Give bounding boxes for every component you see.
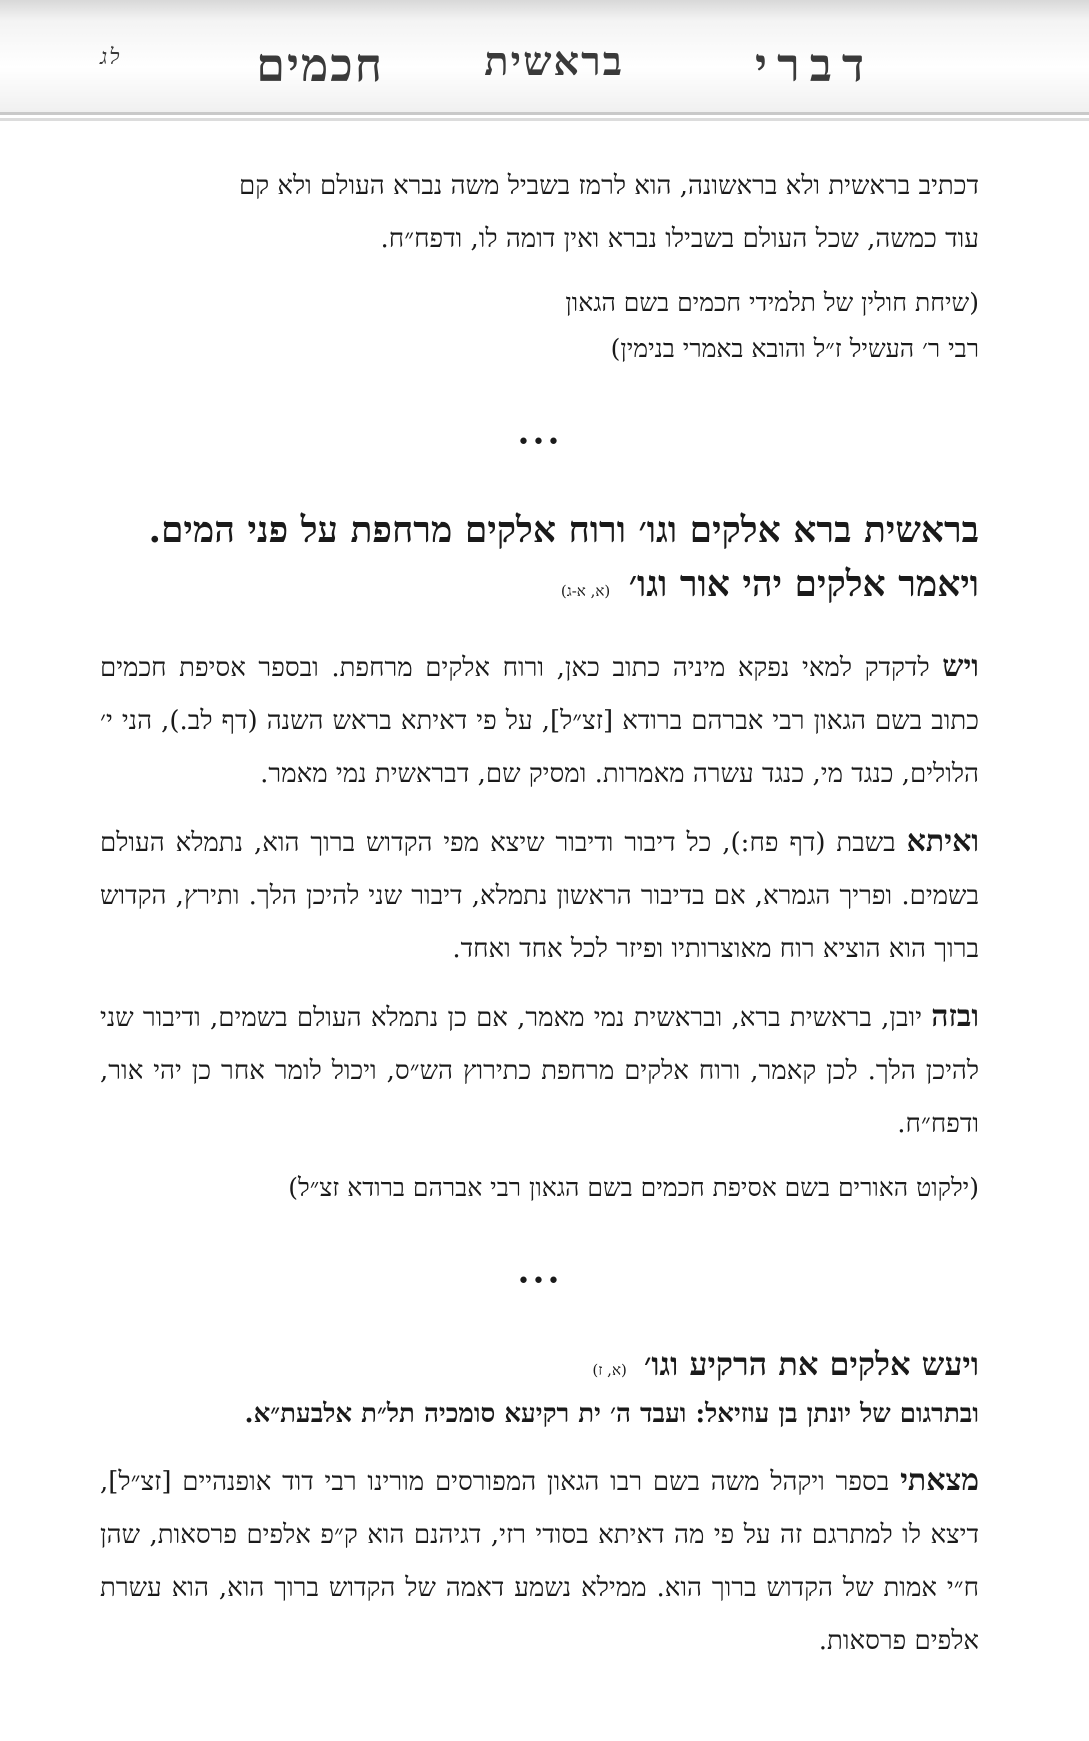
paragraph-line: דכתיב בראשית ולא בראשונה, הוא לרמז בשביל משה נברא העולם ולא קם (238, 171, 979, 201)
citation-line: רבי ר׳ העשיל ז״ל והובא באמרי בנימין) (610, 334, 979, 363)
paragraph-text: בשבת (דף פח:), כל דיבור ודיבור שיצא מפי הקדוש ברוך הוא, נתמלא העולם בשמים. ופריך הגמרא, אם בדיבור הראשון נתמלא, דיבור שני להיכן הלך. ותירץ, הקדוש ברוך הוא הוציא רוח מאוצרותיו ופיזר לכל אחד ואחד. (100, 828, 979, 964)
paragraph-lead-word: ואיתא (906, 824, 980, 859)
verse-reference: (א, ז) (592, 1361, 627, 1379)
header-title-right: דברי (755, 38, 874, 92)
paragraph-lead-word: ויש (942, 649, 979, 684)
paragraph-3 (100, 815, 979, 976)
verse-line (100, 557, 979, 618)
running-header (0, 0, 1089, 115)
source-citation-1 (100, 280, 979, 372)
paragraph-4 (100, 990, 979, 1151)
targum-line: ובתרגום של יונתן בן עוזיאל: ועבד ה׳ ית רקיעא סומכיה תל״ת אלבעת״א. (244, 1399, 979, 1429)
paragraph-5 (100, 1454, 979, 1668)
page-body (100, 160, 979, 1682)
header-title-center: בראשית (484, 38, 624, 85)
paragraph-2 (100, 640, 979, 801)
verse-line: בראשית ברא אלקים וגו׳ ורוח אלקים מרחפת על פני המים. (148, 509, 979, 551)
paragraph-lead-word: מצאתי (900, 1463, 979, 1498)
verse-heading-2 (100, 1342, 979, 1392)
verse-text: ויעש אלקים את הרקיע וגו׳ (643, 1345, 979, 1383)
source-citation-2: (ילקוט האורים בשם אסיפת חכמים בשם הגאון רבי אברהם ברודא זצ״ל) (288, 1173, 979, 1202)
verse-reference: (א, א-ג) (560, 582, 611, 600)
header-title-left: חכמים (256, 38, 384, 92)
paragraph-lead-word: ובזה (931, 999, 979, 1034)
paragraph-text: בספר ויקהל משה בשם רבו הגאון המפורסים מורינו רבי דוד אופנהיים [זצ״ל], דיצא לו למתרגם זה על פי מה דאיתא בסודי רזי, דגיהנם הוא ק״פ אלפים פרסאות, שהן ח״י אמות של הקדוש ברוך הוא. ממילא נשמע דאמה של הקדוש ברוך הוא, הוא עשרת אלפים פרסאות. (100, 1467, 979, 1656)
section-separator: ••• (517, 430, 562, 455)
page-number: לג (100, 45, 122, 70)
citation-line: (שיחת חולין של תלמידי חכמים בשם הגאון (565, 288, 979, 317)
section-separator: ••• (517, 1269, 562, 1294)
paragraph-text: יובן, בראשית ברא, ובראשית נמי מאמר, אם כן נתמלא העולם בשמים, ודיבור שני להיכן הלך. לכן קאמר, ורוח אלקים מרחפת כתירוץ הש״ס, ויכול לומר אחר כן יהי אור, ודפח״ח. (100, 1003, 979, 1139)
verse-text: ויאמר אלקים יהי אור וגו׳ (628, 563, 979, 605)
paragraph-line: עוד כמשה, שכל העולם בשבילו נברא ואין דומה לו, ודפח״ח. (380, 224, 979, 254)
paragraph-1 (100, 160, 979, 266)
paragraph-text: לדקדק למאי נפקא מיניה כתוב כאן, ורוח אלקים מרחפת. ובספר אסיפת חכמים כתוב בשם הגאון רבי אברהם ברודא [זצ״ל], על פי דאיתא בראש השנה (דף לב.), הני י׳ הלולים, כנגד מי, כנגד עשרה מאמרות. ומסיק שם, דבראשית נמי מאמר. (100, 653, 980, 789)
verse-heading-1 (100, 503, 979, 618)
